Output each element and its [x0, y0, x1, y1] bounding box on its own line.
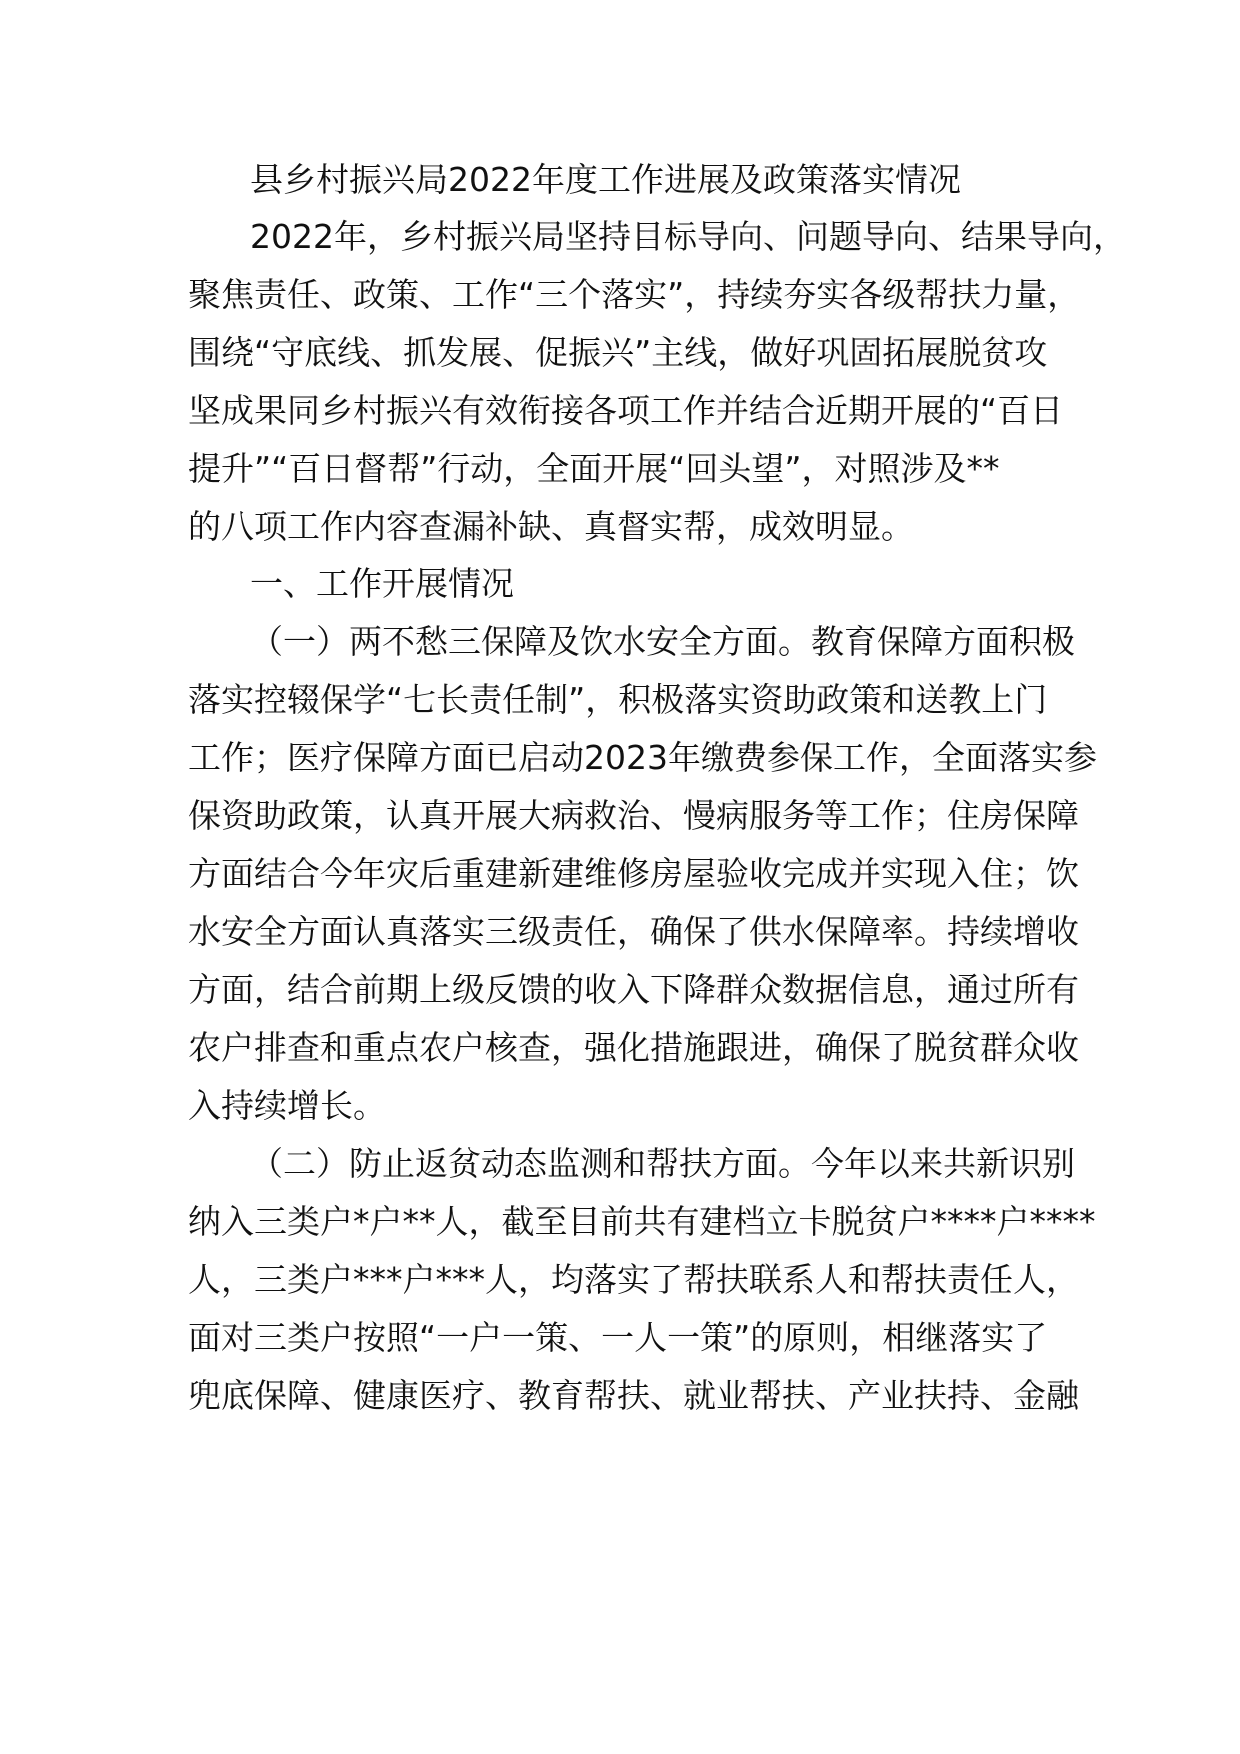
paragraph-line: 坚成果同乡村振兴有效衔接各项工作并结合近期开展的“百日 [188, 391, 1064, 430]
paragraph-line: 入持续增长。 [188, 1086, 386, 1125]
paragraph-line: 聚焦责任、政策、工作“三个落实”，持续夯实各级帮扶力量， [188, 275, 1081, 314]
paragraph-line: 兜底保障、健康医疗、教育帮扶、就业帮扶、产业扶持、金融 [188, 1376, 1079, 1415]
paragraph-line: （二）防止返贫动态监测和帮扶方面。今年以来共新识别 [250, 1144, 1075, 1183]
paragraph-line: 围绕“守底线、抓发展、促振兴”主线，做好巩固拓展脱贫攻 [188, 333, 1048, 372]
paragraph-line: 方面结合今年灾后重建新建维修房屋验收完成并实现入住；饮 [188, 854, 1079, 893]
paragraph-line: 水安全方面认真落实三级责任，确保了供水保障率。持续增收 [188, 912, 1079, 951]
paragraph-line: 工作；医疗保障方面已启动2023年缴费参保工作，全面落实参 [188, 738, 1097, 777]
paragraph-line: 人，三类户***户***人，均落实了帮扶联系人和帮扶责任人， [188, 1260, 1079, 1299]
paragraph-line: 的八项工作内容查漏补缺、真督实帮，成效明显。 [188, 507, 914, 546]
paragraph-line: 纳入三类户*户**人，截至目前共有建档立卡脱贫户****户**** [188, 1202, 1096, 1241]
paragraph-line: 面对三类户按照“一户一策、一人一策”的原则，相继落实了 [188, 1318, 1048, 1357]
paragraph-line: 2022年，乡村振兴局坚持目标导向、问题导向、结果导向， [250, 217, 1126, 256]
paragraph-line: 提升”“百日督帮”行动，全面开展“回头望”，对照涉及** [188, 449, 1000, 488]
section-heading: 一、工作开展情况 [250, 564, 514, 603]
paragraph-line: 方面，结合前期上级反馈的收入下降群众数据信息，通过所有 [188, 970, 1079, 1009]
paragraph-line: 落实控辍保学“七长责任制”，积极落实资助政策和送教上门 [188, 680, 1048, 719]
paragraph-line: 农户排查和重点农户核查，强化措施跟进，确保了脱贫群众收 [188, 1028, 1079, 1067]
document-title: 县乡村振兴局2022年度工作进展及政策落实情况 [250, 160, 961, 199]
paragraph-line: （一）两不愁三保障及饮水安全方面。教育保障方面积极 [250, 622, 1075, 661]
paragraph-line: 保资助政策，认真开展大病救治、慢病服务等工作；住房保障 [188, 796, 1079, 835]
